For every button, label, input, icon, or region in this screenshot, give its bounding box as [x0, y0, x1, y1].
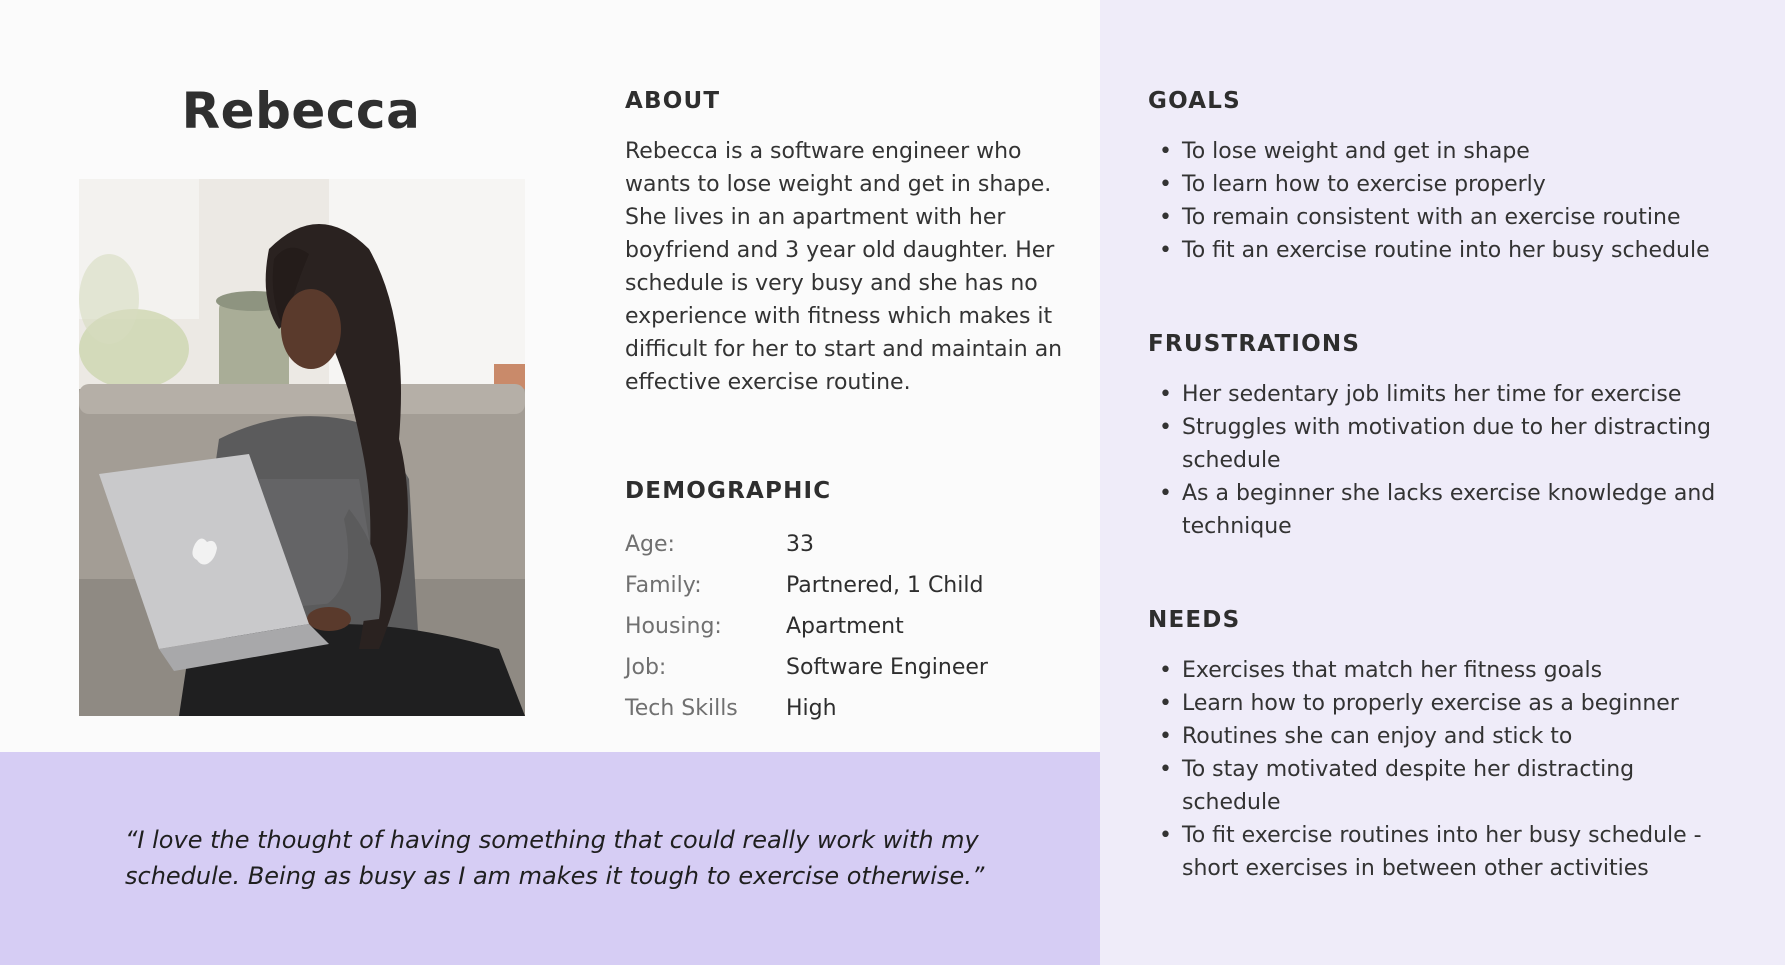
bullet-icon: •: [1159, 172, 1172, 197]
need-text: To stay motivated despite her distracting schedule: [1182, 757, 1635, 815]
need-text: Exercises that match her fitness goals: [1182, 658, 1603, 683]
demographic-value: Partnered, 1 Child: [786, 573, 984, 598]
list-item: [1159, 234, 1722, 267]
list-item: [1159, 201, 1722, 234]
demographic-value: Software Engineer: [786, 655, 988, 680]
list-item: [1159, 378, 1722, 411]
list-item: [1159, 477, 1722, 543]
demographic-row-job: [625, 647, 1055, 688]
needs-list: [1159, 654, 1722, 885]
bullet-icon: •: [1159, 691, 1172, 716]
demographic-label: Age:: [625, 532, 675, 557]
goals-list: [1159, 135, 1722, 267]
list-item: [1159, 720, 1722, 753]
bullet-icon: •: [1159, 757, 1172, 782]
bullet-icon: •: [1159, 658, 1172, 683]
list-item: [1159, 819, 1722, 885]
bullet-icon: •: [1159, 724, 1172, 749]
goal-text: To learn how to exercise properly: [1182, 172, 1546, 197]
goal-text: To fit an exercise routine into her busy schedule: [1182, 238, 1710, 263]
needs-heading: NEEDS: [1148, 607, 1241, 633]
frustrations-heading: FRUSTRATIONS: [1148, 331, 1361, 357]
list-item: [1159, 753, 1722, 819]
frustration-text: Struggles with motivation due to her distracting schedule: [1182, 415, 1712, 473]
need-text: Routines she can enjoy and stick to: [1182, 724, 1573, 749]
demographic-value: Apartment: [786, 614, 904, 639]
bullet-icon: •: [1159, 139, 1172, 164]
demographic-label: Family:: [625, 573, 702, 598]
bullet-icon: •: [1159, 238, 1172, 263]
demographic-label: Job:: [625, 655, 667, 680]
frustration-text: Her sedentary job limits her time for exercise: [1182, 382, 1682, 407]
bullet-icon: •: [1159, 205, 1172, 230]
bullet-icon: •: [1159, 415, 1172, 440]
goals-heading: GOALS: [1148, 88, 1241, 114]
demographic-value: High: [786, 696, 837, 721]
list-item: [1159, 687, 1722, 720]
persona-quote: “I love the thought of having something that could really work with my schedule. Being as busy as I am makes it tough to exercise otherwise.”: [125, 826, 985, 890]
persona-photo: [79, 179, 525, 716]
about-heading: ABOUT: [625, 88, 721, 114]
need-text: Learn how to properly exercise as a beginner: [1182, 691, 1679, 716]
demographic-row-family: [625, 565, 1055, 606]
demographic-row-age: [625, 524, 1055, 565]
bullet-icon: •: [1159, 382, 1172, 407]
bullet-icon: •: [1159, 481, 1172, 506]
persona-name: Rebecca: [181, 82, 421, 140]
demographic-row-housing: [625, 606, 1055, 647]
list-item: [1159, 411, 1722, 477]
frustration-text: As a beginner she lacks exercise knowledge and technique: [1182, 481, 1716, 539]
demographic-value: 33: [786, 532, 814, 557]
frustrations-list: [1159, 378, 1722, 543]
demographic-row-tech-skills: [625, 688, 1055, 729]
list-item: [1159, 654, 1722, 687]
list-item: [1159, 168, 1722, 201]
demographic-table: [625, 524, 1055, 729]
goal-text: To remain consistent with an exercise routine: [1182, 205, 1681, 230]
bullet-icon: •: [1159, 823, 1172, 848]
goal-text: To lose weight and get in shape: [1182, 139, 1530, 164]
about-text: Rebecca is a software engineer who wants to lose weight and get in shape. She lives in an apartment with her boyfriend and 3 year old daughter. Her schedule is very busy and she has no experience with fitness which makes it difficult for her to start and maintain an effective exercise routine.: [625, 139, 1063, 395]
demographic-label: Tech Skills: [625, 696, 738, 721]
need-text: To fit exercise routines into her busy schedule - short exercises in between other activities: [1182, 823, 1702, 881]
list-item: [1159, 135, 1722, 168]
demographic-heading: DEMOGRAPHIC: [625, 478, 832, 504]
demographic-label: Housing:: [625, 614, 722, 639]
persona-photo-illustration: [79, 179, 525, 716]
